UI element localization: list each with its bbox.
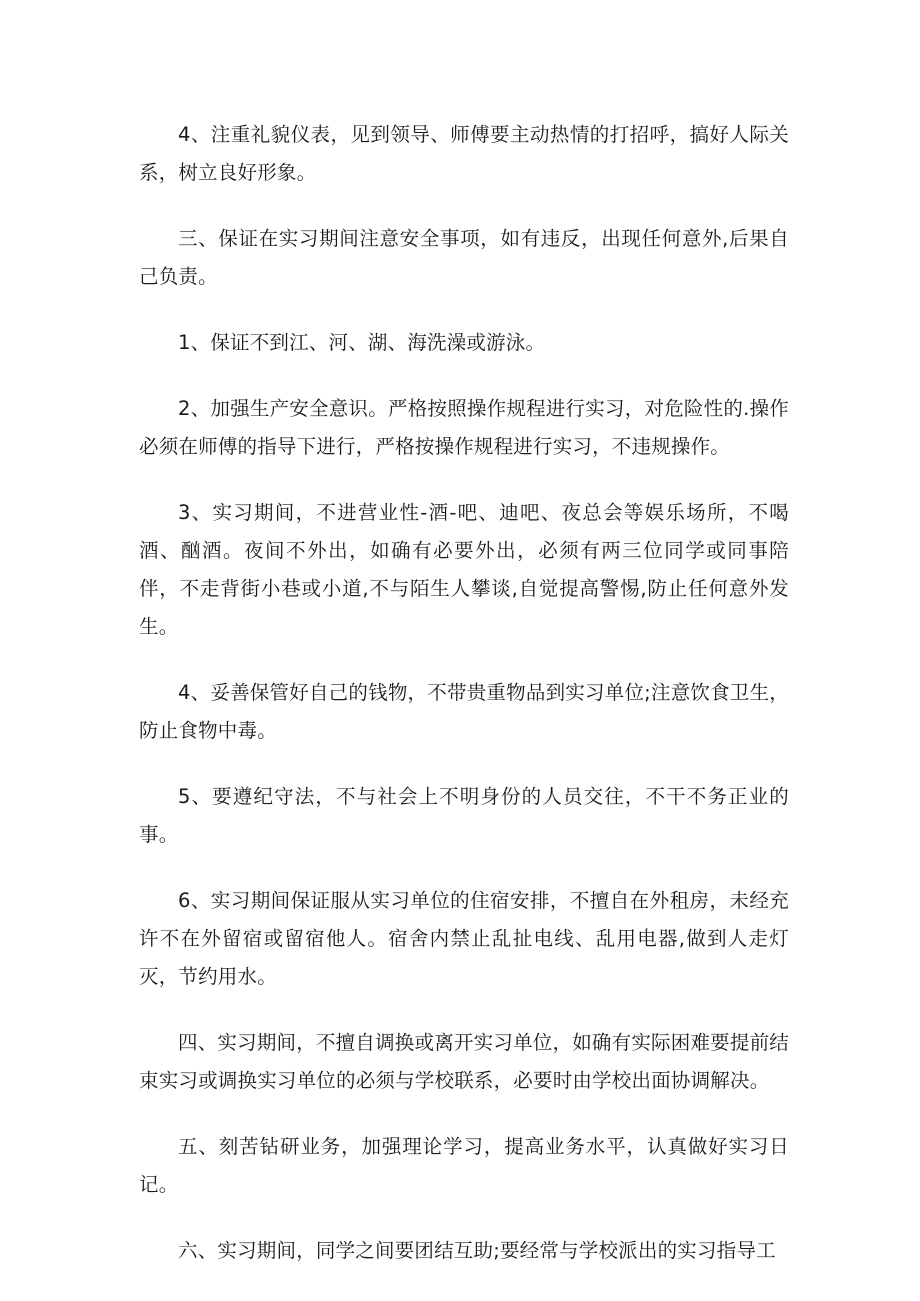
paragraph-section-six-teamwork: 六、实习期间，同学之间要团结互助;要经常与学校派出的实习指导工 bbox=[178, 1239, 776, 1262]
paragraph-production-safety: 2、加强生产安全意识。严格按照操作规程进行实习，对危险性的.操作必须在师傅的指导下进行，严格按操作规程进行实习，不违规操作。 bbox=[139, 397, 789, 458]
document-body bbox=[139, 116, 789, 1298]
paragraph-section-five-study: 五、刻苦钻研业务，加强理论学习，提高业务水平，认真做好实习日记。 bbox=[139, 1135, 789, 1196]
paragraph-etiquette: 4、注重礼貌仪表，见到领导、师傅要主动热情的打招呼，搞好人际关系，树立良好形象。 bbox=[139, 123, 789, 184]
paragraph-law-abiding: 5、要遵纪守法，不与社会上不明身份的人员交往，不干不务正业的事。 bbox=[139, 785, 789, 846]
paragraph-accommodation: 6、实习期间保证服从实习单位的住宿安排，不擅自在外租房，未经充许不在外留宿或留宿他人。宿舍内禁止乱扯电线、乱用电器,做到人走灯灭，节约用水。 bbox=[139, 889, 789, 988]
paragraph-section-four-unit-change: 四、实习期间，不擅自调换或离开实习单位，如确有实际困难要提前结束实习或调换实习单位的必须与学校联系，必要时由学校出面协调解决。 bbox=[139, 1031, 789, 1092]
paragraph-entertainment-venues: 3、实习期间，不进营业性-酒-吧、迪吧、夜总会等娱乐场所，不喝酒、酗酒。夜间不外出，如确有必要外出，必须有两三位同学或同事陪伴，不走背街小巷或小道,不与陌生人攀谈,自觉提高警惕,防止任何意外发生。 bbox=[139, 501, 789, 638]
paragraph-section-three-safety: 三、保证在实习期间注意安全事项，如有违反，出现任何意外,后果自己负责。 bbox=[139, 227, 789, 288]
paragraph-no-swimming: 1、保证不到江、河、湖、海洗澡或游泳。 bbox=[178, 331, 546, 354]
paragraph-belongings-food: 4、妥善保管好自己的钱物，不带贵重物品到实习单位;注意饮食卫生，防止食物中毒。 bbox=[139, 681, 789, 742]
